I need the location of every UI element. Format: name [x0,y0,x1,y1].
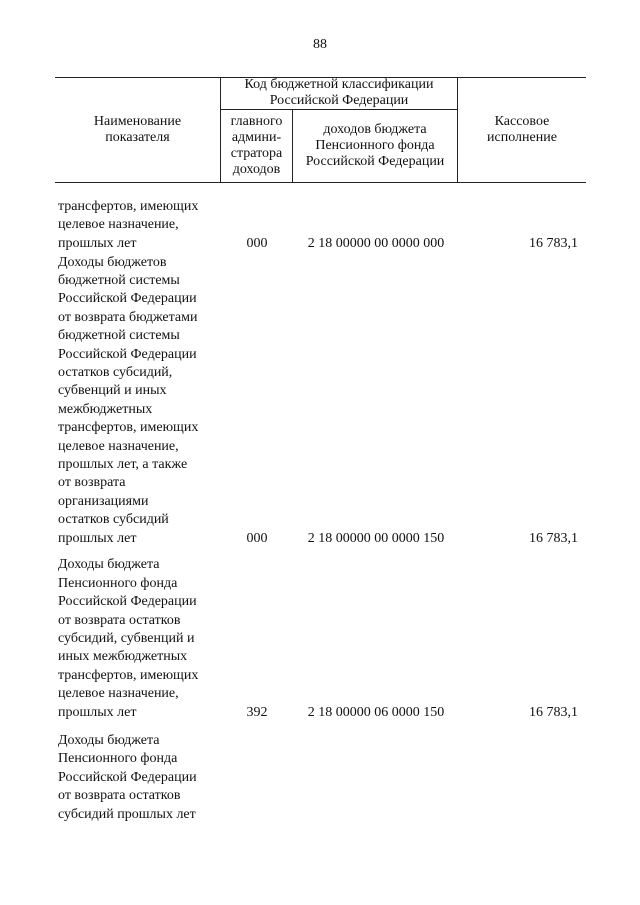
header-name-column: Наименование показателя [93,114,182,145]
table-row [0,729,640,824]
table-row [0,195,640,253]
row-amount: 16 783,1 [529,704,578,720]
row-income-code: 2 18 00000 06 0000 150 [307,704,445,720]
table-row [0,251,640,548]
row-name: Доходы бюджета Пенсионного фонда Российской Федерации от возврата остатков субсидий, субвенций и иных межбюджетных трансфертов, имеющих целевое назначение, прошлых лет [58,557,199,720]
table-row [0,555,640,722]
row-admin-code: 000 [246,235,268,251]
header-classification-group: Код бюджетной классификации Российской Федерации [244,77,434,108]
row-amount: 16 783,1 [529,530,578,546]
row-amount: 16 783,1 [529,235,578,251]
row-name: трансфертов, имеющих целевое назначение, прошлых лет [58,198,199,251]
row-name: Доходы бюджетов бюджетной системы Российской Федерации от возврата бюджетами бюджетной системы Российской Федерации остатков субсидий, субвенций и иных межбюджетных трансфертов, имеющих целевое назначение, прошлых лет, а также от возврата организациями остатков субсидий прошлых лет [58,254,199,546]
row-admin-code: 000 [246,530,268,546]
row-income-code: 2 18 00000 00 0000 150 [307,530,445,546]
row-income-code: 2 18 00000 00 0000 000 [307,235,445,251]
row-admin-code: 392 [246,704,268,720]
header-admin-column: главного админи- стратора доходов [230,114,283,177]
page-number: 88 [313,37,327,52]
table-header [55,77,586,183]
row-name: Доходы бюджета Пенсионного фонда Российской Федерации от возврата остатков субсидий прошлых лет [58,732,197,822]
header-income-column: доходов бюджета Пенсионного фонда Российской Федерации [305,122,445,169]
header-amount-column: Кассовое исполнение [487,114,557,145]
